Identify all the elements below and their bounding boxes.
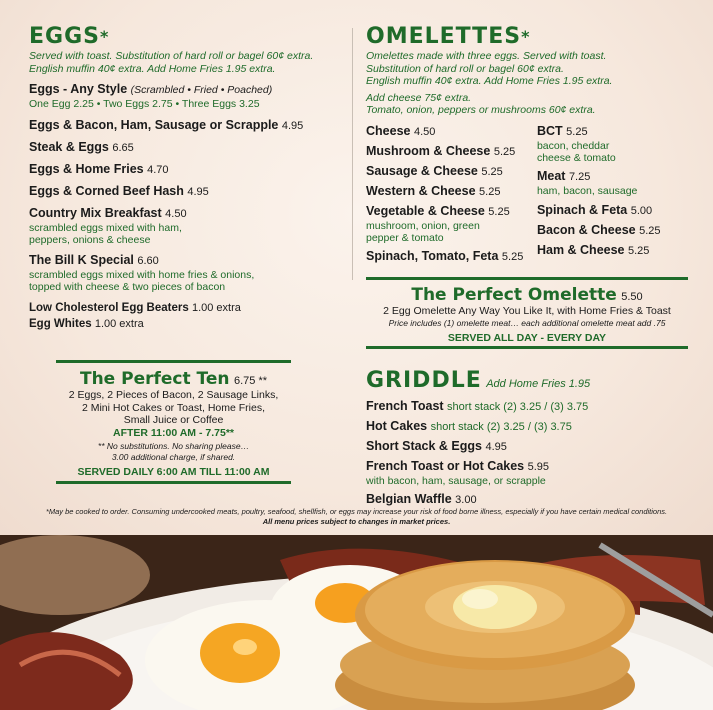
omelette-col-left (366, 123, 537, 265)
eggs-section (29, 24, 334, 478)
griddle-heading (366, 368, 696, 394)
item-desc: bacon, cheddar (536, 139, 610, 152)
item-price: 1.00 extra (191, 301, 241, 314)
item-name: Cheese (366, 123, 411, 138)
item-desc: ham, bacon, sausage (536, 184, 638, 197)
item-name: Meat (536, 168, 566, 183)
item-price: 5.25 (628, 245, 650, 257)
perfect-omelette-heading (366, 285, 688, 305)
item-name: Steak & Eggs (29, 139, 109, 154)
perfect-omelette-served: SERVED ALL DAY - EVERY DAY (447, 331, 607, 344)
item-name: Eggs & Home Fries (29, 161, 144, 176)
omelette-item (537, 242, 696, 259)
perfect-ten-desc: Small Juice or Coffee (123, 414, 224, 426)
item-name: Short Stack & Eggs (366, 439, 482, 453)
item-price: 3.00 (455, 493, 477, 506)
menu-item-any-style (29, 81, 334, 98)
omelette-item (366, 123, 537, 140)
eggs-title: EGGS (29, 24, 100, 49)
breakfast-illustration (0, 535, 713, 710)
omelette-item (537, 222, 696, 239)
omelette-item (537, 202, 696, 219)
perfect-omelette-desc: 2 Egg Omelette Any Way You Like It, with Home Fries & Toast (383, 305, 671, 317)
item-name: Spinach, Tomato, Feta (366, 248, 499, 263)
item-desc: pepper & tomato (366, 232, 444, 244)
item-name: Egg Whites (29, 317, 92, 330)
item-name: Western & Cheese (366, 183, 476, 198)
griddle-section (366, 368, 696, 508)
item-price: 4.95 (485, 441, 507, 453)
item-name: Belgian Waffle (366, 491, 452, 506)
eggs-note-1: Served with toast. Substitution of hard roll or bagel 60¢ extra. (29, 50, 314, 62)
item-name: French Toast (366, 399, 444, 413)
item-desc: topped with cheese & two pieces of bacon (29, 281, 226, 293)
rule-bottom (56, 481, 291, 484)
menu-item (29, 183, 334, 200)
perfect-ten-note: ** No substitutions. No sharing please… (97, 440, 250, 451)
item-price: 5.25 (479, 185, 501, 198)
griddle-item (366, 418, 696, 435)
perfect-ten-note: 3.00 additional charge, if shared. (111, 451, 236, 462)
item-name: Bacon & Cheese (536, 223, 636, 237)
item-name: Eggs & Bacon, Ham, Sausage or Scrapple (29, 117, 279, 132)
item-name: Hot Cakes (366, 419, 428, 433)
item-price: 4.95 (281, 119, 304, 132)
omelette-item (366, 203, 537, 220)
menu-item (29, 161, 334, 178)
item-price: 5.95 (527, 461, 550, 473)
eggs-heading (29, 24, 334, 50)
griddle-note: Add Home Fries 1.95 (486, 378, 591, 390)
menu-item (29, 139, 334, 156)
item-name: Eggs - Any Style (29, 82, 128, 96)
menu-item-bill-k (29, 252, 334, 269)
item-name: Vegetable & Cheese (366, 203, 485, 218)
item-price: 4.50 (165, 207, 187, 220)
item-price: 6.65 (112, 141, 134, 154)
perfect-omelette-price: 5.50 (621, 291, 643, 303)
item-price: 5.25 (501, 250, 524, 263)
item-name: BCT (536, 123, 563, 138)
item-name: Sausage & Cheese (366, 163, 478, 178)
item-desc: (Scrambled • Fried • Poached) (130, 84, 273, 96)
any-style-options: One Egg 2.25 • Two Eggs 2.75 • Three Eggs 3.25 (29, 98, 260, 110)
perfect-ten-heading (56, 369, 291, 389)
item-desc: cheese & tomato (536, 152, 616, 164)
griddle-item (366, 458, 696, 475)
eggs-star: * (100, 27, 110, 46)
rule-bottom (366, 346, 688, 349)
perfect-omelette-box (366, 277, 688, 349)
item-name: Mushroom & Cheese (366, 143, 491, 158)
omelette-item (537, 123, 696, 140)
perfect-omelette-note: Price includes (1) omelette meat… each additional omelette meat add .75 (388, 317, 666, 328)
menu-item-egg-beaters (29, 300, 334, 316)
item-price: 4.50 (413, 125, 436, 138)
omelettes-note: Omelettes made with three eggs. Served with toast. (366, 50, 607, 62)
item-price: 5.00 (630, 205, 653, 217)
item-desc: mushroom, onion, green (366, 219, 480, 232)
column-divider (352, 28, 353, 280)
item-price: 1.00 extra (94, 317, 144, 330)
item-name: Country Mix Breakfast (29, 205, 162, 220)
omelettes-title: OMELETTES (366, 24, 522, 49)
item-name: The Bill K Special (29, 252, 134, 267)
omelettes-addon: Tomato, onion, peppers or mushrooms 60¢ extra. (366, 104, 596, 116)
perfect-ten-box (56, 360, 291, 484)
perfect-ten-desc: 2 Eggs, 2 Pieces of Bacon, 2 Sausage Links, (68, 389, 279, 401)
item-price: 4.95 (187, 185, 209, 198)
menu-item-country-mix (29, 205, 334, 222)
item-desc: scrambled eggs mixed with ham, (29, 221, 182, 234)
item-name: French Toast or Hot Cakes (366, 459, 525, 473)
omelettes-note: English muffin 40¢ extra. Add Home Fries 1.95 extra. (366, 75, 613, 87)
rule-top (366, 277, 688, 280)
omelettes-star: * (521, 27, 531, 46)
rule-top (56, 360, 291, 363)
griddle-item (366, 398, 696, 415)
omelette-item (366, 183, 537, 200)
omelette-item (366, 248, 537, 265)
omelettes-section (366, 24, 696, 506)
item-name: Spinach & Feta (536, 203, 628, 217)
item-desc: scrambled eggs mixed with home fries & onions, (29, 268, 255, 281)
perfect-ten-title: The Perfect Ten (79, 369, 230, 389)
griddle-title: GRIDDLE (366, 368, 482, 393)
omelette-item (366, 163, 537, 180)
perfect-ten-after: AFTER 11:00 AM - 7.75** (113, 426, 234, 439)
perfect-ten-served: SERVED DAILY 6:00 AM TILL 11:00 AM (77, 465, 270, 478)
omelettes-heading (366, 24, 696, 50)
item-name: Low Cholesterol Egg Beaters (29, 301, 189, 314)
item-price: 5.25 (639, 225, 661, 237)
item-price: 4.70 (147, 163, 169, 176)
menu-item (29, 117, 334, 134)
item-price: 5.25 (566, 125, 588, 138)
disclaimer-line: *May be cooked to order. Consuming undercooked meats, poultry, seafood, shellfish, or eggs may increase your risk of food borne illness, especially if you have certain medical conditions. (45, 507, 668, 516)
perfect-omelette-title: The Perfect Omelette (411, 285, 617, 305)
eggs-note-2: English muffin 40¢ extra. Add Home Fries 1.95 extra. (29, 62, 276, 75)
item-price: 5.25 (493, 145, 516, 158)
omelettes-addon: Add cheese 75¢ extra. (366, 91, 472, 104)
omelette-grid (366, 123, 696, 265)
disclaimer (0, 507, 713, 527)
item-price: 7.25 (568, 170, 591, 183)
griddle-item (366, 438, 696, 455)
griddle-item (366, 491, 696, 508)
omelettes-note: Substitution of hard roll or bagel 60¢ extra. (366, 62, 564, 75)
item-desc: peppers, onions & cheese (29, 234, 151, 246)
disclaimer-line: All menu prices subject to changes in market prices. (262, 517, 451, 526)
breakfast-photo (0, 535, 713, 710)
item-desc: with bacon, ham, sausage, or scrapple (366, 475, 546, 487)
item-price: short stack (2) 3.25 / (3) 3.75 (447, 401, 589, 413)
item-price: 5.25 (488, 205, 510, 218)
menu-item-egg-whites (29, 316, 334, 332)
perfect-ten-desc: 2 Mini Hot Cakes or Toast, Home Fries, (81, 401, 266, 414)
omelette-col-right (537, 123, 696, 265)
item-name: Eggs & Corned Beef Hash (29, 183, 184, 198)
item-price: short stack (2) 3.25 / (3) 3.75 (430, 421, 572, 433)
omelette-item (537, 168, 696, 185)
omelette-item (366, 143, 537, 160)
item-price: 5.25 (481, 165, 503, 178)
item-name: Ham & Cheese (536, 243, 625, 257)
perfect-ten-price: 6.75 ** (233, 375, 268, 387)
item-price: 6.60 (137, 254, 159, 267)
